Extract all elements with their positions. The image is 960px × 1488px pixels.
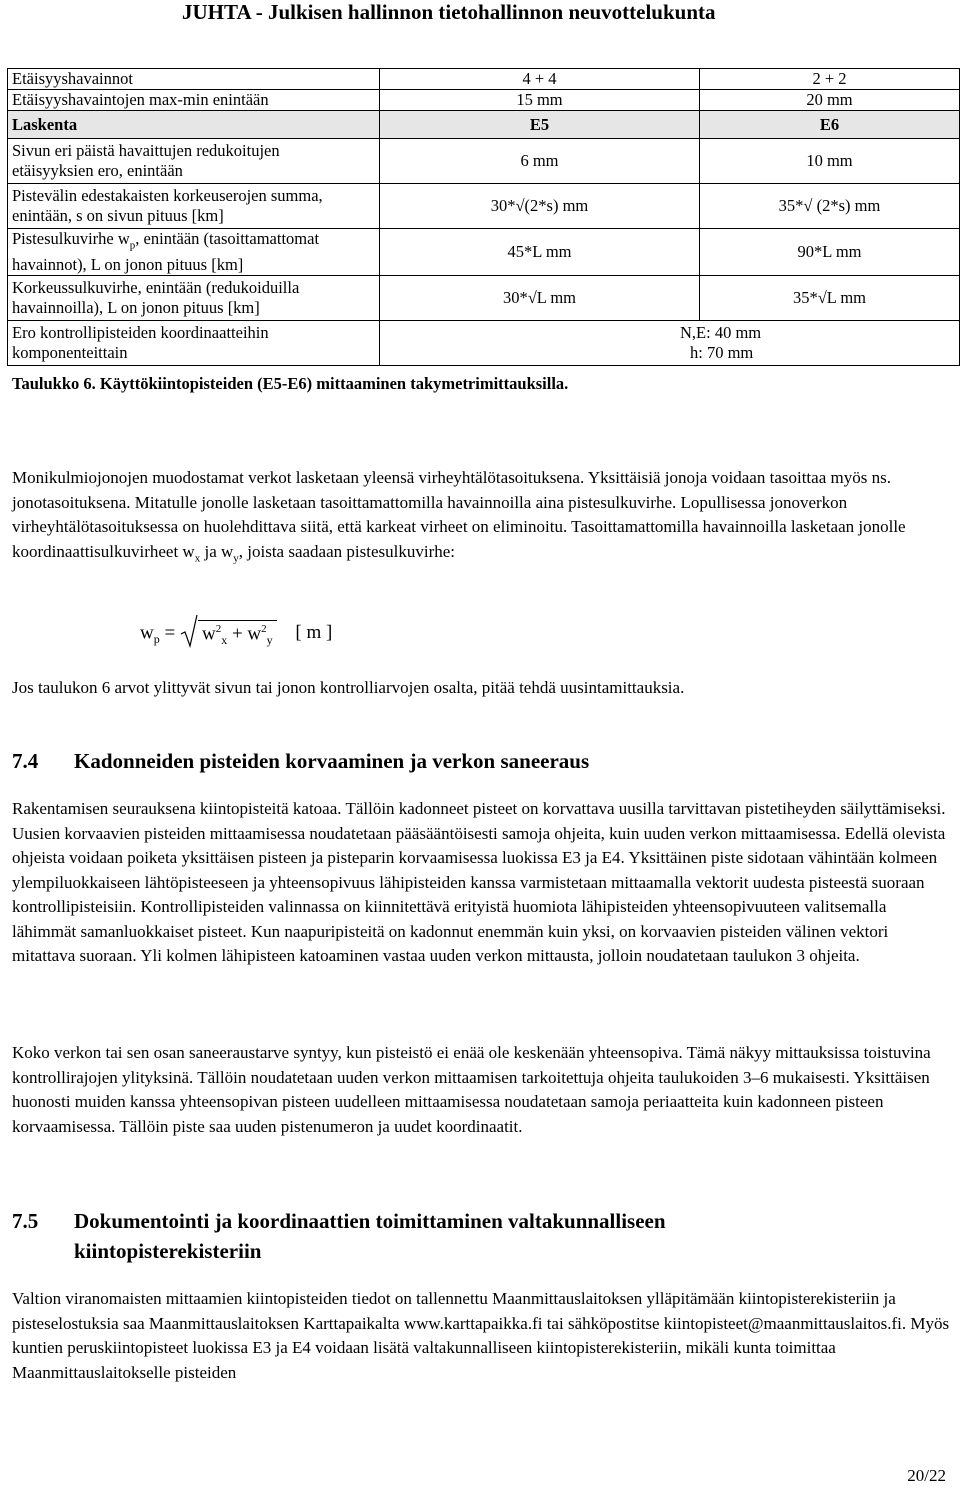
label-subscript: p bbox=[129, 239, 136, 252]
e5-value: 4 + 4 bbox=[380, 69, 700, 90]
formula-eq: = bbox=[159, 622, 180, 644]
table-row bbox=[8, 321, 960, 366]
subscript: y bbox=[233, 551, 239, 564]
row-label: Etäisyyshavaintojen max-min enintään bbox=[8, 90, 380, 111]
e5-value: 30*√(2*s) mm bbox=[380, 184, 700, 229]
row-label bbox=[8, 276, 380, 321]
formula-unit: [ m ] bbox=[295, 622, 333, 644]
e6-value: 20 mm bbox=[700, 90, 960, 111]
e6-value: 35*√L mm bbox=[700, 276, 960, 321]
formula-sub: x bbox=[221, 633, 228, 648]
label-line: havainnot), L on jonon pituus [km] bbox=[12, 255, 244, 275]
title-line: Dokumentointi ja koordinaattien toimittaminen valtakunnalliseen bbox=[74, 1209, 666, 1233]
label-line: enintään, s on sivun pituus [km] bbox=[12, 206, 224, 225]
section-title: Kadonneiden pisteiden korvaaminen ja verkon saneeraus bbox=[74, 749, 590, 773]
e6-value: 90*L mm bbox=[700, 229, 960, 276]
row-label bbox=[8, 139, 380, 184]
header-label: Laskenta bbox=[8, 111, 380, 139]
text: , joista saadaan pistesulkuvirhe: bbox=[238, 541, 455, 561]
page-number: 20/22 bbox=[907, 1466, 946, 1485]
paragraph-intro bbox=[12, 466, 952, 570]
table-row bbox=[8, 90, 960, 111]
table-row bbox=[8, 139, 960, 184]
header-e6: E6 bbox=[700, 111, 960, 139]
section-number: 7.5 bbox=[12, 1209, 39, 1233]
paragraph-replacement: Rakentamisen seurauksena kiintopisteitä katoaa. Tällöin kadonneet pisteet on korvattava uusilla tarvittavan pistetiheyden säilyttämiseksi. Uusien korvaavien pisteiden mittaamisessa noudatetaan pääsääntöisesti samoja ohjeita, kuin uuden verkon mittaamisessa. Edellä olevista ohjeista voidaan poiketa yksittäisen pisteen ja pisteparin korvaamisessa luokissa E3 ja E4. Yksittäinen piste sidotaan vähintään kolmeen ylempiluokkaiseen lähtöpisteeseen ja yhteensopivuus lähipisteiden kanssa varmistetaan mittaamalla vektorit uudesta pisteestä suoraan kontrollipisteisiin. Kontrollipisteiden valinnassa on kiinnitettävä erityistä huomiota lähipisteiden yhteensopivuuteen valitsemalla lähimmät samanluokkaiset pisteet. Kun naapuripisteitä on kadonnut enemmän kuin yksi, on korvaavien pisteiden välinen vektori mitattava suoraan. Yli kolmen lähipisteen katoaminen vastaa uuden verkon mittausta, jolloin noudatetaan taulukon 3 ohjeita. bbox=[12, 799, 946, 965]
value-line: h: 70 mm bbox=[690, 343, 754, 363]
row-label bbox=[8, 321, 380, 366]
label-line: Ero kontrollipisteiden koordinaatteihin bbox=[12, 323, 269, 343]
spec-table bbox=[7, 68, 960, 366]
formula-var: w bbox=[247, 623, 262, 645]
e5-value: 15 mm bbox=[380, 90, 700, 111]
e6-value: 10 mm bbox=[700, 139, 960, 184]
table-row bbox=[8, 229, 960, 276]
label-line: Sivun eri päistä havaittujen redukoitujen bbox=[12, 141, 280, 160]
formula-var: w bbox=[201, 623, 216, 645]
section-heading-7-4 bbox=[12, 746, 589, 776]
section-heading-7-5 bbox=[12, 1206, 666, 1266]
sqrt-icon bbox=[180, 614, 198, 654]
e5-value: 45*L mm bbox=[380, 229, 700, 276]
paragraph-documentation: Valtion viranomaisten mittaamien kiintopisteiden tiedot on tallennettu Maanmittauslaitoksen ylläpitämään kiintopisterekisteriin ja pisteselostuksia saa Maanmittauslaitoksen Karttapaikalta www.karttapaikka.fi tai sähköpostitse kiintopisteet@maanmittauslaitos.fi. Myös kuntien peruskiintopisteet luokissa E3 ja E4 voidaan lisätä valtakunnalliseen kiintopisterekisteriin, mikäli kunta toimittaa Maanmittauslaitokselle pisteiden bbox=[12, 1289, 950, 1382]
label-line: havainnoilla), L on jonon pituus [km] bbox=[12, 298, 260, 318]
e5-value: 30*√L mm bbox=[380, 276, 700, 321]
label-line: Pistesulkuvirhe w bbox=[12, 229, 130, 248]
formula bbox=[140, 614, 332, 654]
formula-plus: + bbox=[227, 623, 248, 645]
e6-value: 2 + 2 bbox=[700, 69, 960, 90]
subscript: x bbox=[194, 551, 201, 564]
label-line: komponenteittain bbox=[12, 343, 128, 363]
header-e5: E5 bbox=[380, 111, 700, 139]
table-row bbox=[8, 69, 960, 90]
formula-sub: y bbox=[266, 633, 273, 648]
table-row bbox=[8, 184, 960, 229]
row-label: Etäisyyshavainnot bbox=[8, 69, 380, 90]
label-line: Pistevälin edestakaisten korkeuserojen summa, bbox=[12, 186, 323, 205]
paragraph-renovation: Koko verkon tai sen osan saneeraustarve syntyy, kun pisteistö ei enää ole keskenään yhteensopiva. Tämä näkyy mittauksissa toistuvina kontrollirajojen ylityksinä. Tällöin noudatetaan uuden verkon mittaamisen tarkoitettuja ohjeita taulukoiden 3–6 mukaisesti. Yksittäisen huonosti muiden kanssa yhteensopivan pisteen uudelleen mittaamisessa noudatetaan samoja periaatteita kuin kadonneen pisteen korvaamisessa. Tällöin piste saa uuden pistenumeron ja uudet koordinaatit. bbox=[12, 1043, 931, 1136]
merged-value bbox=[380, 321, 960, 366]
title-line: kiintopisterekisteriin bbox=[74, 1239, 262, 1263]
text: Monikulmiojonojen muodostamat verkot lasketaan yleensä virheyhtälötasoituksena. Yksittäisiä jonoja voidaan tasoittaa myös ns. jonotasoituksena. Mitatulle jonolle lasketaan tasoittamattomilla havainnoilla aina pistesulkuvirhe. Lopullisessa jonoverkon virheyhtälötasoituksessa on huolehdittava siitä, että karkeat virheet on eliminoitu. Tasoittamattomilla havainnoilla lasketaan jonolle koordinaattisulkuvirheet w bbox=[12, 468, 906, 561]
paragraph-repeat: Jos taulukon 6 arvot ylittyvät sivun tai jonon kontrolliarvojen osalta, pitää tehdä uusintamittauksia. bbox=[12, 678, 685, 697]
formula-sup: 2 bbox=[215, 622, 222, 635]
value-line: N,E: 40 mm bbox=[680, 323, 762, 343]
label-line: , enintään (tasoittamattomat bbox=[135, 229, 320, 248]
e6-value: 35*√ (2*s) mm bbox=[700, 184, 960, 229]
row-label bbox=[8, 229, 380, 276]
e5-value: 6 mm bbox=[380, 139, 700, 184]
label-line: Korkeussulkuvirhe, enintään (redukoiduilla bbox=[12, 278, 300, 298]
row-label bbox=[8, 184, 380, 229]
formula-sup: 2 bbox=[261, 622, 267, 635]
table-header-row bbox=[8, 111, 960, 139]
text: ja w bbox=[200, 541, 234, 561]
table-caption: Taulukko 6. Käyttökiintopisteiden (E5-E6) mittaaminen takymetrimittauksilla. bbox=[12, 374, 569, 393]
page-header: JUHTA - Julkisen hallinnon tietohallinnon neuvottelukunta bbox=[182, 0, 716, 24]
table-row bbox=[8, 276, 960, 321]
sqrt-body bbox=[198, 620, 277, 648]
section-title bbox=[74, 1206, 666, 1266]
label-line: etäisyyksien ero, enintään bbox=[12, 161, 183, 180]
formula-sub: p bbox=[153, 632, 160, 647]
section-number: 7.4 bbox=[12, 749, 39, 773]
formula-lhs: w bbox=[140, 622, 154, 644]
